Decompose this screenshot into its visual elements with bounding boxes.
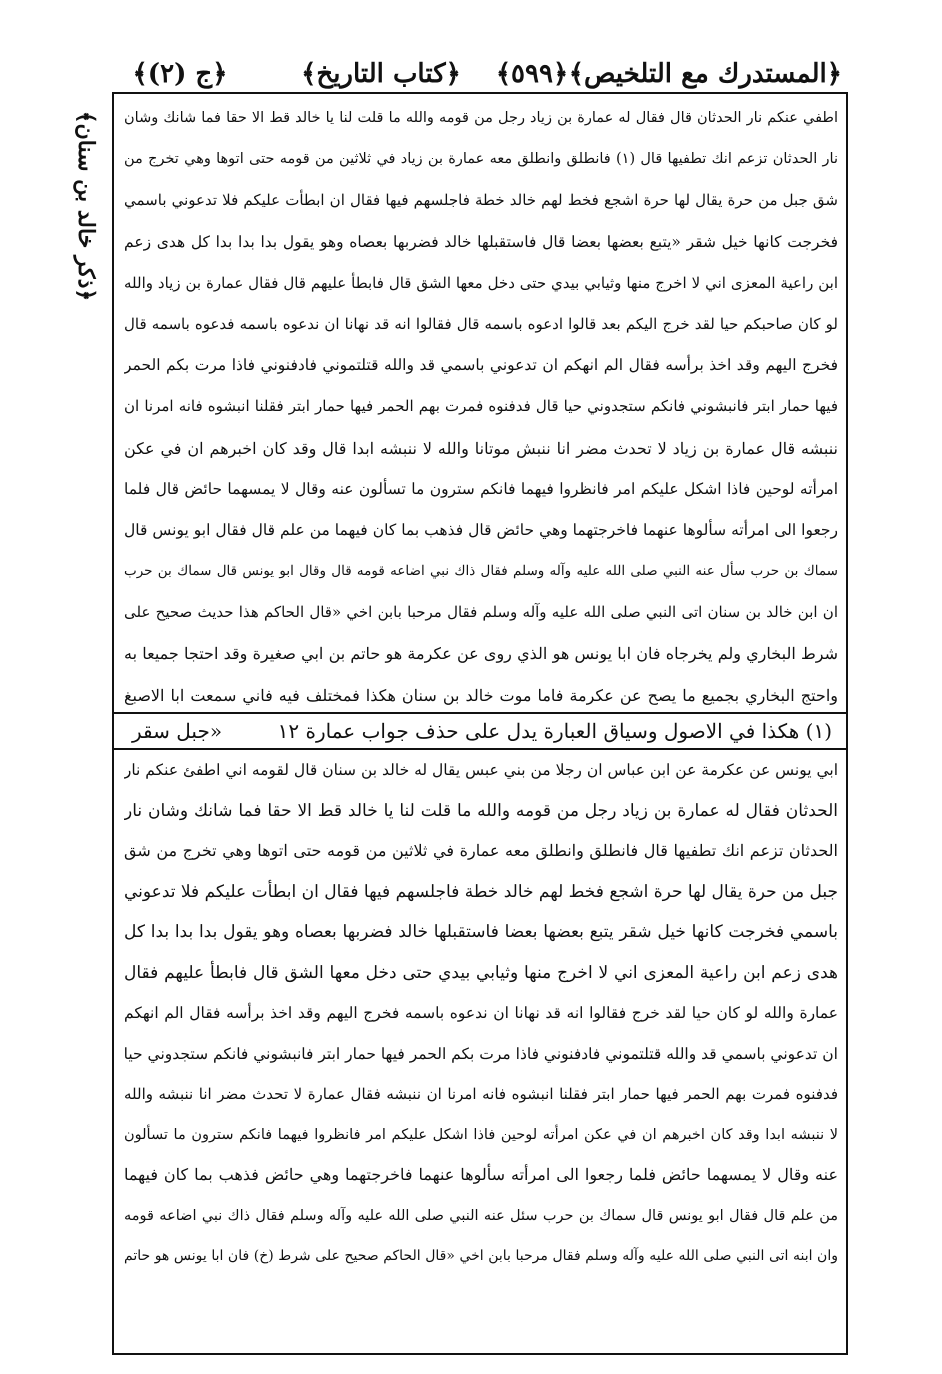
margin-note: [58, 112, 112, 312]
text-line: الحدثان تزعم انك تطفيها قال فانطلق وانطلق معه عمارة في ثلاثين من قومه حتى اتوها وهي تخرج من شق: [124, 841, 838, 860]
main-text-upper: [124, 98, 838, 716]
text-line: فيها حمار ابتر فانبشوني فانكم ستجدوني حيا قال فدفنوه فمرت بهم الحمر فيها حمار ابتر فقلنا انبشوه فانه امرنا ان: [124, 397, 838, 416]
text-line: وان ابنه اتى النبي صلى الله عليه وآله وسلم فقال مرحبا بابن اخي «قال الحاكم صحيح على شرط (خ) فان ابا يونس هو حاتم: [124, 1248, 838, 1264]
text-line: امرأته لوحين فاذا اشكل عليكم امر فانظروا فيهما فانكم سترون ما تسألون عنه وقال لا يمسهما حائض قال فلما: [124, 479, 838, 498]
text-line: ابن راعية المعزى اني لا اخرج منها وثيابي بيدي حتى دخل معها الشق قال فابطأ عليهم قال فقال عمارة بن زياد والله: [124, 273, 838, 292]
footnote-text: (١) هكذا في الاصول وسياق العبارة يدل على حذف جواب عمارة ١٢: [277, 719, 832, 743]
text-line: شرط البخاري ولم يخرجاه فان ابا يونس هو الذي روى عن عكرمة هو حاتم بن ابي صغيرة وقد احتجا جميعا به: [124, 644, 838, 664]
text-line: ننبشه قال عمارة بن زياد لا تحدث مضر انا ننبش موتانا والله لا ننبشه ابدا قال وقد كان اخبرهم ان في عكن: [124, 438, 838, 458]
text-line: لو كان صاحبكم حيا لقد خرج اليكم بعد قالوا ادعوه باسمه قال فقالوا انه قد نهانا ان ندعوه باسمه فدعوه باسمه قال: [124, 314, 838, 333]
text-line: ابي يونس عن عكرمة عن ابن عباس ان رجلا من بني عبس يقال له خالد بن سنان قال لقومه اني اطفئ عنكم نار: [124, 761, 838, 779]
footnote: [124, 714, 838, 748]
text-line: من علم قال فقال ابو يونس قال سماك بن حرب سئل عنه النبي صلى الله عليه وآله وسلم فقال ذاك نبي اضاعه قومه: [124, 1207, 838, 1224]
text-line: فخرج اليهم وقد اخذ برأسه فقال الم انهكم ان تدعوني باسمي قد والله قتلتموني فادفنوني فاذا مرت بكم الحمر: [124, 356, 838, 375]
text-line: اطفي عنكم نار الحدثان قال فقال له عمارة بن زياد رجل من قومه والله ما قلت لنا يا خالد قط الا حقا فما شانك وشان: [124, 110, 838, 126]
footnote-marker: «جبل سقر: [132, 719, 223, 743]
text-line: لا ننبشه ابدا وقد كان اخبرهم ان في عكن امرأته لوحين فاذا اشكل عليكم امر فانظروا فيهما فانكم سترون ما تسألون: [124, 1126, 838, 1143]
text-line: شق جبل من حرة يقال لها حرة اشجع فخط لهم خالد خطة فاجلسهم فيها فقال ان ابطأت عليكم فلا تدعوني باسمي: [124, 191, 838, 210]
text-line: نار الحدثان تزعم انك تطفيها قال (١) فانطلق وانطلق معه عمارة بن زياد في ثلاثين من قومه حتى اتوها وهي تخرج من: [124, 151, 838, 168]
text-line: فدفنوه فمرت بهم الحمر فيها حمار ابتر فقلنا انبشوه فانه امرنا ان ننبشه فقال عمارة لا تحدث مضر انا ننبشه والله: [124, 1085, 838, 1103]
text-line: جبل من حرة يقال لها حرة اشجع فخط لهم خالد خطة فاجلسهم فيها فقال ان ابطأت عليكم فلا تدعوني: [124, 881, 838, 902]
book-title: ﴿المستدرك مع التلخيص﴾: [568, 59, 842, 89]
text-line: عنه وقال لا يمسهما حائض فلما رجعوا الى امرأته سألوها عنهما فاخرجتهما وهي حائض فذهب بما كان فيهما: [124, 1165, 838, 1184]
text-line: فخرجت كانها خيل شقر «يتبع بعضها بعضا قال فاستقبلها خالد فضربها بعصاه وهو يقول بدا بدا بدا كل هدى زعم: [124, 232, 838, 251]
text-line: واحتج البخاري بجميع ما يصح عن عكرمة فاما موت خالد بن سنان هكذا فمختلف فيه فاني سمعت ابا الاصبغ: [124, 685, 838, 705]
text-line: عمارة والله لو كان حيا لقد خرج فقالوا انه قد نهانا ان ندعوه باسمه فخرج اليهم وقد اخذ برأسه فقال الم انهكم: [124, 1004, 838, 1022]
text-line: سماك بن حرب سأل عنه النبي صلى الله عليه وآله وسلم فقال ذاك نبي اضاعه قومه قال وقال ابو يونس قال سماك بن حرب: [124, 563, 838, 580]
text-line: باسمي فخرجت كانها خيل شقر يتبع بعضها بعضا فاستقبلها خالد فضربها بعصاه وهو يقول بدا بدا بدا كل: [124, 922, 838, 942]
chapter-title: ﴿كتاب التاريخ﴾: [301, 59, 461, 89]
volume-number: ﴿ج (٢)﴾: [132, 59, 228, 89]
margin-note-text: ﴿ذكر خالد بن سنان﴾: [73, 110, 99, 302]
text-line: ان تدعوني باسمي قد والله قتلتموني فادفنوني فاذا مرت بكم الحمر فيها حمار ابتر فانبشوني فانكم ستجدوني حيا: [124, 1044, 838, 1063]
text-line: الحدثان فقال له عمارة بن زياد رجل من قومه والله ما قلت لنا يا خالد قط الا حقا فما شانك وشان نار: [124, 800, 838, 821]
main-text-lower: [124, 750, 838, 1277]
text-line: رجعوا الى امرأته سألوها عنهما فاخرجتهما وهي حائض قال فذهب بما كان فيهما من علم قال فقال ابو يونس قال: [124, 520, 838, 539]
page-number: ﴿٥٩٩﴾: [495, 59, 569, 89]
text-line: ان ابن خالد بن سنان اتى النبي صلى الله عليه وآله وسلم فقال مرحبا بابن اخي «قال الحاكم هذا حديث صحيح على: [124, 603, 838, 622]
text-line: هدى زعم ابن راعية المعزى اني لا اخرج منها وثيابي بيدي حتى دخل معها الشق قال فابطأ عليهم فقال: [124, 962, 838, 983]
